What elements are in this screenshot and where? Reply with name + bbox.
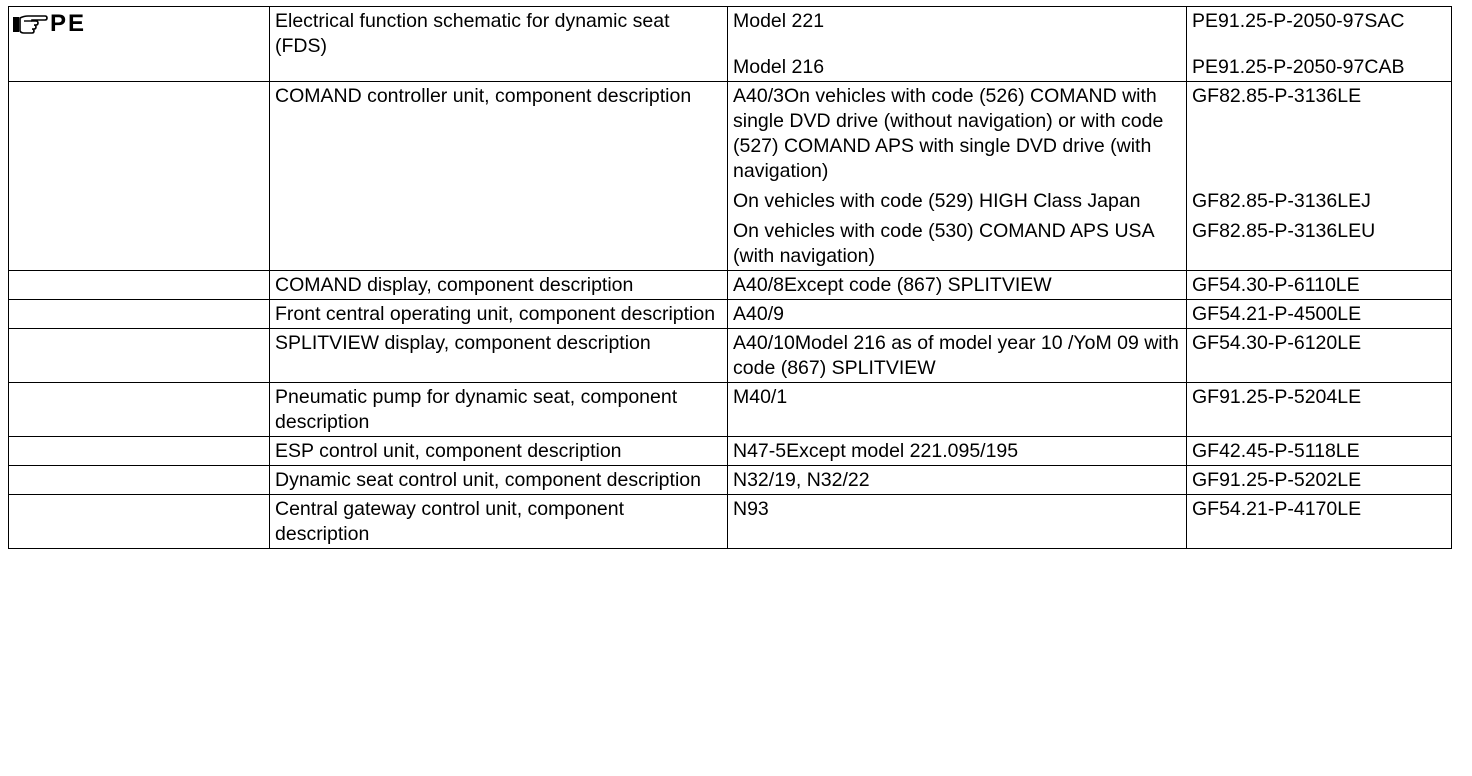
- condition-entry: [733, 385, 1181, 410]
- condition-text: Model 216 as of model year 10 /YoM 09 with code (867) SPLITVIEW: [733, 332, 1179, 379]
- marker-cell: [9, 271, 270, 300]
- condition-entry: [733, 273, 1181, 298]
- description-cell: Front central operating unit, component description: [270, 300, 728, 329]
- reference-table-body: [9, 7, 1452, 549]
- condition-cell: [728, 7, 1187, 82]
- condition-entry: [733, 55, 1181, 80]
- reference-cell: [1187, 271, 1452, 300]
- reference-link[interactable]: PE91.25-P-2050-97SAC: [1192, 10, 1405, 32]
- condition-cell: [728, 437, 1187, 466]
- condition-entry: [733, 331, 1181, 381]
- condition-text: M40/1: [733, 386, 788, 408]
- condition-cell: [728, 329, 1187, 383]
- marker-cell: [9, 300, 270, 329]
- pe-label: PE: [50, 10, 87, 37]
- description-cell: Pneumatic pump for dynamic seat, component description: [270, 383, 728, 437]
- table-row: [9, 437, 1452, 466]
- condition-text: N47-5: [733, 440, 787, 462]
- condition-text: N93: [733, 498, 769, 520]
- reference-cell: [1187, 466, 1452, 495]
- condition-cell: [728, 495, 1187, 549]
- table-row: [9, 271, 1452, 300]
- condition-text: A40/8: [733, 274, 784, 296]
- marker-cell: [9, 495, 270, 549]
- reference-link[interactable]: GF54.30-P-6120LE: [1192, 332, 1362, 354]
- reference-cell: [1187, 82, 1452, 271]
- condition-entry: [733, 302, 1181, 327]
- table-row: [9, 383, 1452, 437]
- condition-text: Except model 221.095/195: [786, 440, 1019, 462]
- condition-text: On vehicles with code (526) COMAND with single DVD drive (without navigation) or with code (527) COMAND APS with single DVD drive (with navigation): [733, 85, 1164, 182]
- description-cell: Dynamic seat control unit, component description: [270, 466, 728, 495]
- description-cell: COMAND display, component description: [270, 271, 728, 300]
- marker-cell: [9, 383, 270, 437]
- table-row: [9, 495, 1452, 549]
- condition-entry: [733, 468, 1181, 493]
- condition-text: Model 221: [733, 10, 825, 32]
- marker-cell: [9, 437, 270, 466]
- condition-cell: [728, 271, 1187, 300]
- condition-text: Model 216: [733, 56, 825, 78]
- marker-cell: [9, 7, 270, 82]
- condition-entry: [733, 439, 1181, 464]
- marker-cell: [9, 82, 270, 271]
- reference-link[interactable]: GF82.85-P-3136LEJ: [1192, 190, 1371, 212]
- table-row: [9, 82, 1452, 271]
- table-row: [9, 300, 1452, 329]
- condition-text: On vehicles with code (530) COMAND APS USA (with navigation): [733, 220, 1154, 267]
- condition-cell: [728, 82, 1187, 271]
- reference-cell: [1187, 7, 1452, 82]
- reference-link[interactable]: GF91.25-P-5202LE: [1192, 469, 1362, 491]
- description-cell: COMAND controller unit, component description: [270, 82, 728, 271]
- reference-link[interactable]: GF82.85-P-3136LEU: [1192, 220, 1376, 242]
- pe-marker: [12, 7, 86, 41]
- condition-entry: [733, 219, 1181, 269]
- marker-cell: [9, 466, 270, 495]
- description-cell: Central gateway control unit, component description: [270, 495, 728, 549]
- condition-entry: [733, 9, 1181, 34]
- condition-cell: [728, 466, 1187, 495]
- condition-text: On vehicles with code (529) HIGH Class Japan: [733, 190, 1141, 212]
- reference-table: [8, 6, 1452, 549]
- marker-cell: [9, 329, 270, 383]
- condition-entry: [733, 84, 1181, 184]
- description-cell: SPLITVIEW display, component description: [270, 329, 728, 383]
- table-row: [9, 466, 1452, 495]
- table-row: [9, 329, 1452, 383]
- condition-text: A40/3: [733, 85, 784, 107]
- condition-cell: [728, 300, 1187, 329]
- reference-cell: [1187, 300, 1452, 329]
- condition-entry: [733, 189, 1181, 214]
- reference-link[interactable]: GF82.85-P-3136LE: [1192, 85, 1362, 107]
- reference-cell: [1187, 383, 1452, 437]
- reference-link[interactable]: GF54.21-P-4170LE: [1192, 498, 1362, 520]
- reference-cell: [1187, 437, 1452, 466]
- reference-link[interactable]: GF54.21-P-4500LE: [1192, 303, 1362, 325]
- condition-entry: [733, 497, 1181, 522]
- description-cell: ESP control unit, component description: [270, 437, 728, 466]
- condition-text: Except code (867) SPLITVIEW: [783, 274, 1052, 296]
- condition-text: A40/10: [733, 332, 795, 354]
- reference-link[interactable]: GF54.30-P-6110LE: [1192, 274, 1360, 296]
- reference-link[interactable]: PE91.25-P-2050-97CAB: [1192, 56, 1405, 78]
- condition-cell: [728, 383, 1187, 437]
- reference-cell: [1187, 329, 1452, 383]
- description-cell: Electrical function schematic for dynamic seat (FDS): [270, 7, 728, 82]
- pointing-hand-icon: [12, 13, 48, 35]
- table-row: [9, 7, 1452, 82]
- reference-cell: [1187, 495, 1452, 549]
- reference-link[interactable]: GF42.45-P-5118LE: [1192, 440, 1360, 462]
- reference-link[interactable]: GF91.25-P-5204LE: [1192, 386, 1362, 408]
- condition-text: A40/9: [733, 303, 784, 325]
- condition-text: N32/19, N32/22: [733, 469, 870, 491]
